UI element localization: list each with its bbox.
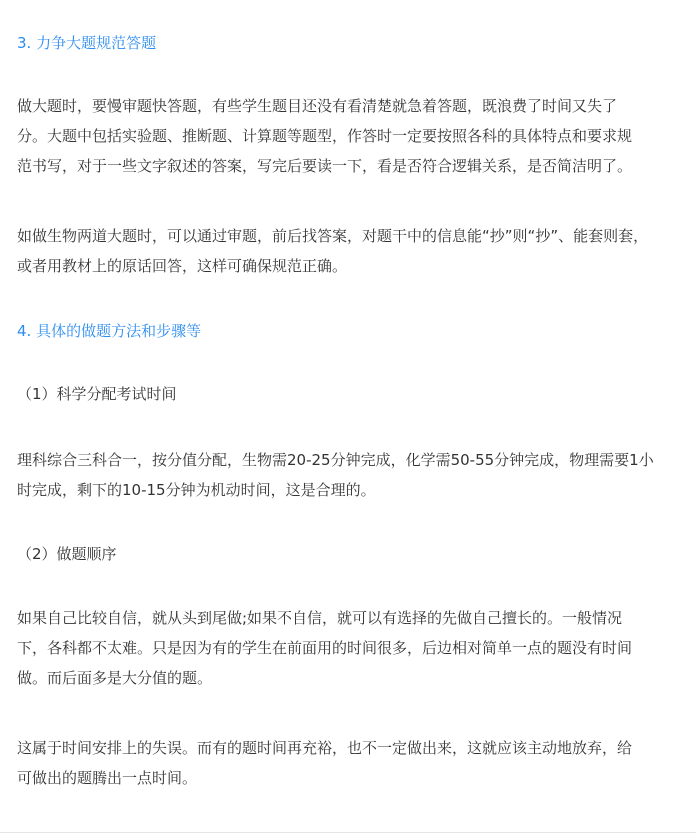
paragraph-line: 做。而后面多是大分值的题。 <box>17 669 213 687</box>
paragraph-question-order <box>17 603 687 693</box>
paragraph-line: 做大题时，要慢审题快答题，有些学生题目还没有看清楚就急着答题，既浪费了时间又失了 <box>17 97 618 115</box>
paragraph-biology-example <box>17 221 687 281</box>
paragraph-line: 或者用教材上的原话回答，这样可确保规范正确。 <box>17 257 348 275</box>
paragraph-line: 分。大题中包括实验题、推断题、计算题等题型，作答时一定要按照各科的具体特点和要求规 <box>17 127 633 145</box>
paragraph-line: 理科综合三科合一，按分值分配，生物需20-25分钟完成，化学需50-55分钟完成，物理需要1小 <box>17 451 654 469</box>
paragraph-line: 可做出的题腾出一点时间。 <box>17 769 198 787</box>
paragraph-time-allocation <box>17 445 687 505</box>
subheading-question-order: （2）做题顺序 <box>17 545 117 563</box>
paragraph-line: 时完成，剩下的10-15分钟为机动时间，这是合理的。 <box>17 481 376 499</box>
section-heading-3: 3. 力争大题规范答题 <box>17 34 157 52</box>
paragraph-line: 下，各科都不太难。只是因为有的学生在前面用的时间很多，后边相对简单一点的题没有时间 <box>17 639 633 657</box>
paragraph-line: 这属于时间安排上的失误。而有的题时间再充裕，也不一定做出来，这就应该主动地放弃，给 <box>17 739 633 757</box>
subheading-time-allocation: （1）科学分配考试时间 <box>17 385 177 403</box>
section-heading-4: 4. 具体的做题方法和步骤等 <box>17 322 202 340</box>
paragraph-line: 如做生物两道大题时，可以通过审题，前后找答案，对题干中的信息能“抄”则“抄”、能套则套， <box>17 227 649 245</box>
paragraph-time-mistake <box>17 733 687 793</box>
paragraph-exam-answering <box>17 91 687 181</box>
bottom-divider <box>0 832 696 833</box>
paragraph-line: 如果自己比较自信，就从头到尾做;如果不自信，就可以有选择的先做自己擅长的。一般情况 <box>17 609 623 627</box>
paragraph-line: 范书写，对于一些文字叙述的答案，写完后要读一下，看是否符合逻辑关系，是否简洁明了。 <box>17 157 633 175</box>
